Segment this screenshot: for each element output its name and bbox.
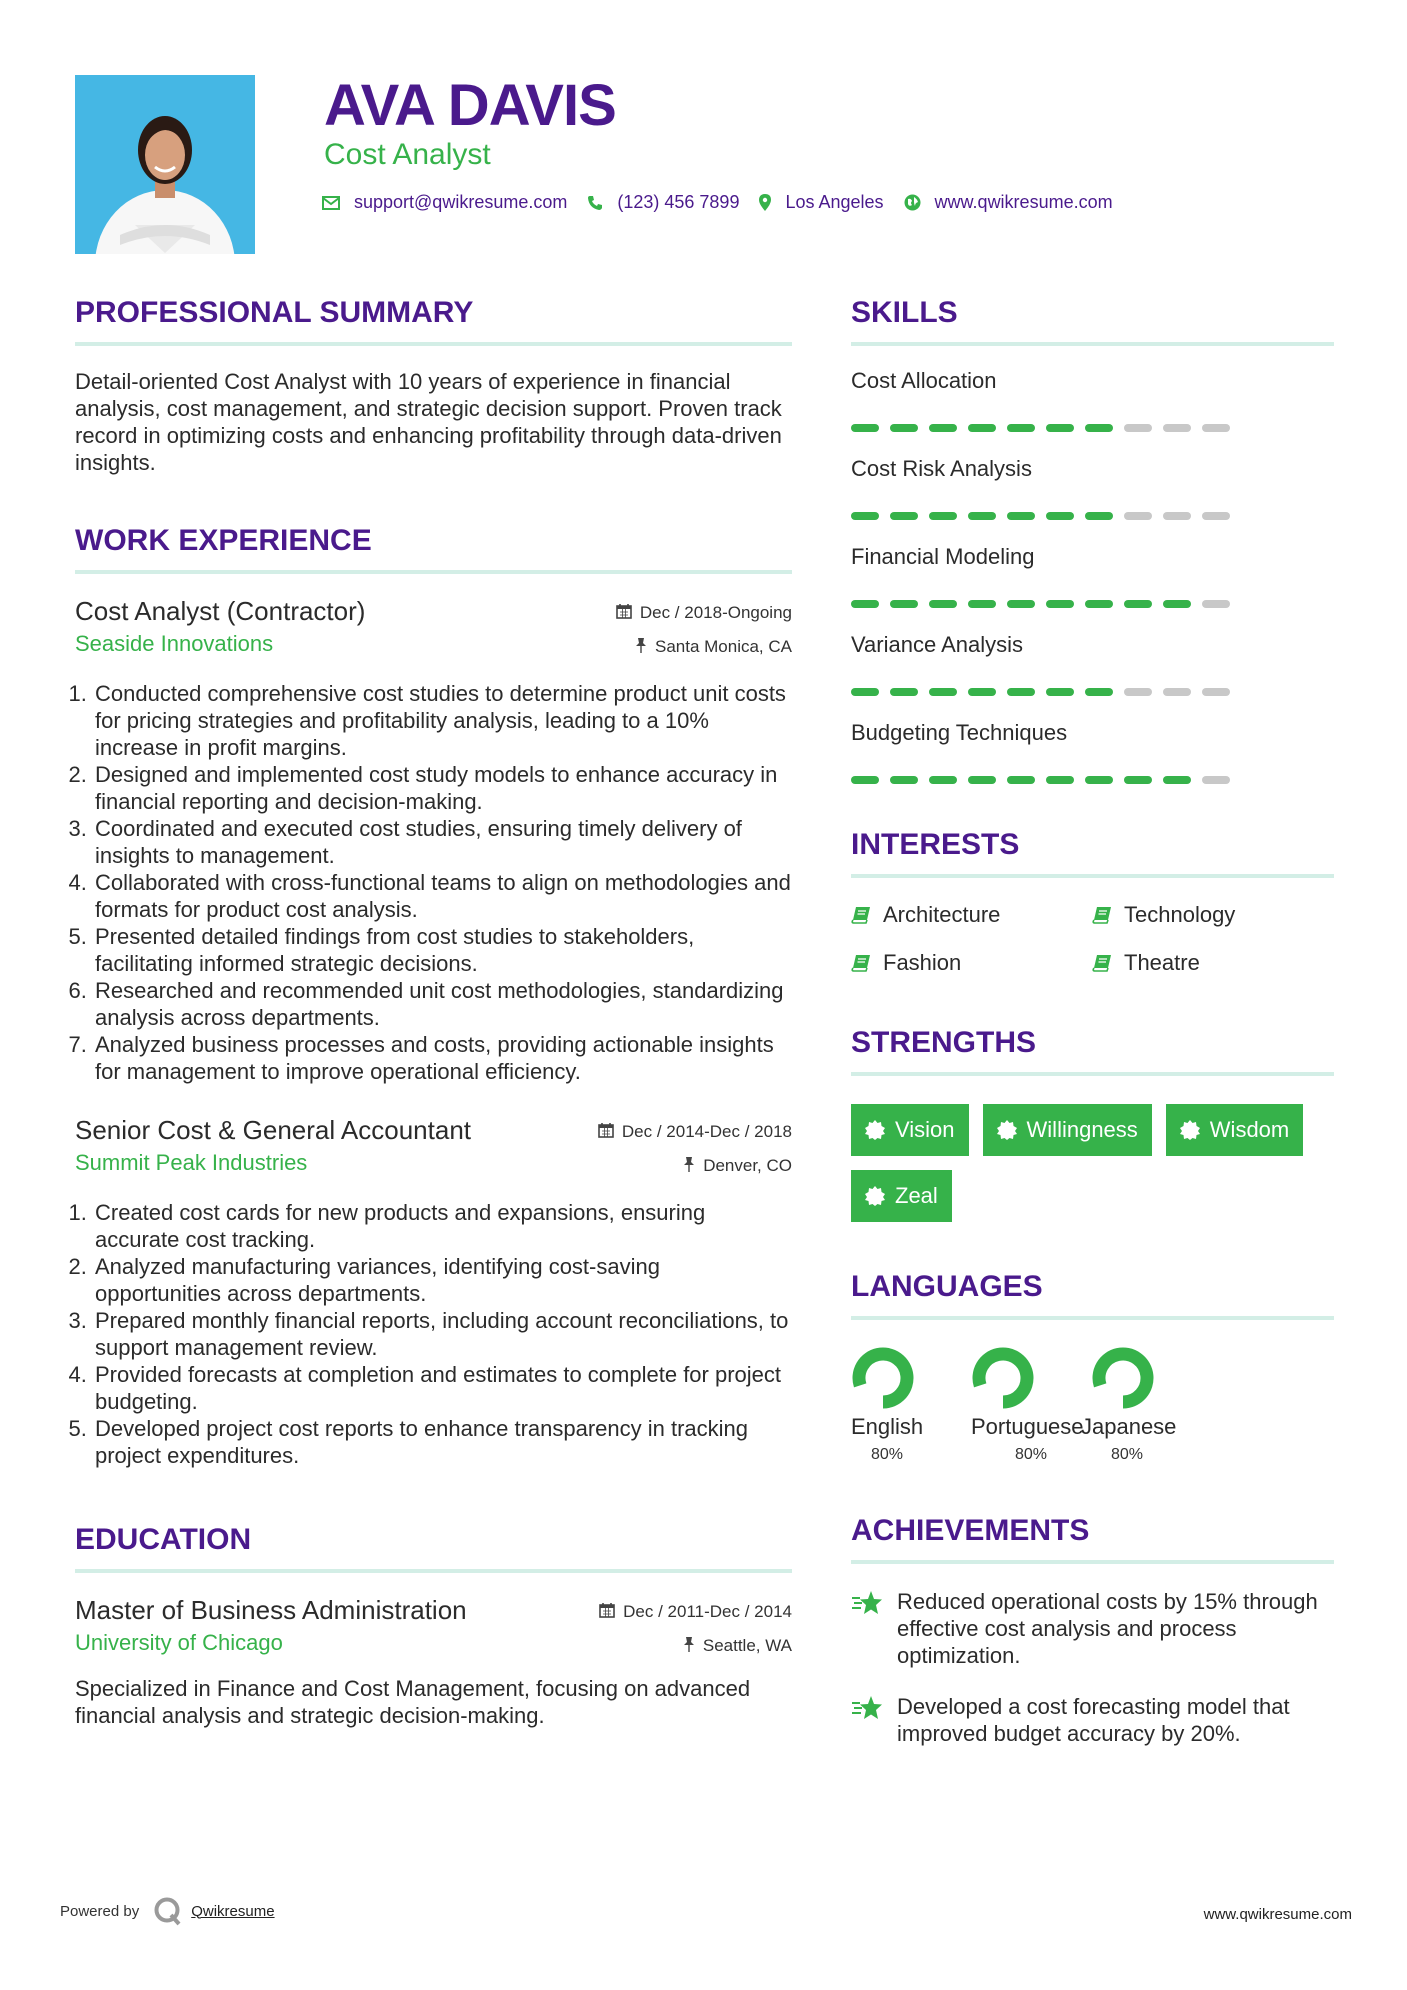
list-item: 3. Coordinated and executed cost studies, ensuring timely delivery of insights to management. [93,815,792,869]
pin-icon [635,637,647,658]
language-name: Portuguese [971,1414,1084,1439]
list-item: 5. Presented detailed findings from cost studies to stakeholders, facilitating informed strategic decisions. [93,923,792,977]
skill-label: Cost Risk Analysis [851,456,1032,481]
language-ring-arc [979,1354,1027,1402]
right-column [851,296,1334,1747]
skill-segment-filled [968,688,996,696]
school: University of Chicago [75,1630,283,1655]
skill-segment-filled [890,424,918,432]
achievement-item [851,1588,1334,1669]
skill-segment-empty [1202,512,1230,520]
strengths-list [851,1104,1351,1222]
calendar-icon [599,1602,615,1623]
skill-segment-filled [1007,600,1035,608]
book-icon [851,906,871,924]
badge-icon [1180,1120,1200,1140]
skill-segment-filled [890,688,918,696]
pin-icon [683,1156,695,1177]
list-item: 4. Provided forecasts at completion and estimates to complete for project budgeting. [93,1361,792,1415]
skill-segment-filled [851,600,879,608]
job-role: Senior Cost & General Accountant [75,1115,472,1145]
interest-item [1092,950,1333,976]
languages-heading: LANGUAGES [851,1270,1334,1320]
skill-segment-empty [1163,424,1191,432]
envelope-icon [322,196,340,210]
skill-segment-empty [1202,776,1230,784]
summary-heading: PROFESSIONAL SUMMARY [75,296,792,346]
globe-icon [904,194,921,211]
skills-heading: SKILLS [851,296,1334,346]
interest-label: Theatre [1124,950,1200,975]
achievement-text: Reduced operational costs by 15% through effective cost analysis and process optimization. [897,1589,1318,1668]
language-ring-arc [859,1354,907,1402]
summary-text: Detail-oriented Cost Analyst with 10 years of experience in financial analysis, cost management, and strategic decision support. Proven track record in optimizing costs and enhancing profitability through data-driven insights. [75,369,782,475]
strength-tag [851,1170,952,1222]
job-dates: Dec / 2018-Ongoing [639,603,792,622]
skill-level-bar [851,512,1334,520]
language-percent: 80% [871,1446,904,1463]
language-ring [851,1346,915,1410]
interest-item [1092,902,1333,928]
skill-segment-filled [929,424,957,432]
skill-level-bar [851,776,1334,784]
strength-tag [1166,1104,1303,1156]
contact-location: Los Angeles [785,192,884,212]
skill-segment-filled [968,600,996,608]
interest-label: Architecture [883,902,1001,927]
candidate-title: Cost Analyst [324,138,491,171]
job-role: Cost Analyst (Contractor) [75,596,366,626]
education-dates: Dec / 2011-Dec / 2014 [623,1602,792,1621]
achievements-list [851,1588,1334,1747]
skill-segment-filled [1085,424,1113,432]
skill-segment-filled [1124,776,1152,784]
skill-segment-filled [1085,688,1113,696]
skill-segment-filled [1046,424,1074,432]
skill-label: Financial Modeling [851,544,1035,569]
job-entry [75,596,792,1085]
skill-segment-empty [1163,512,1191,520]
language-ring [971,1346,1035,1410]
language-item [971,1346,1091,1464]
skill-label: Budgeting Techniques [851,720,1068,745]
language-item [851,1346,971,1464]
language-ring [1091,1346,1155,1410]
skill-level-bar [851,600,1334,608]
interests-heading: INTERESTS [851,828,1334,878]
language-item [1081,1346,1211,1464]
book-icon [851,954,871,972]
skill-segment-filled [929,600,957,608]
skills-list [851,368,1334,784]
language-ring-arc [1099,1354,1147,1402]
contact-row [322,192,1133,213]
skill-item [851,368,1334,432]
skill-segment-filled [1046,776,1074,784]
skill-segment-filled [890,776,918,784]
job-company: Seaside Innovations [75,631,274,656]
interests-list [851,902,1334,976]
skill-segment-filled [929,688,957,696]
job-bullets [75,680,792,1085]
skill-segment-filled [1007,688,1035,696]
strength-tag [851,1104,969,1156]
book-icon [1092,906,1112,924]
list-item: 1. Conducted comprehensive cost studies to determine product unit costs for pricing strategies and profitability analysis, leading to a 10% increase in profit margins. [93,680,792,761]
strength-label: Willingness [1026,1117,1138,1142]
skill-segment-filled [1085,776,1113,784]
strength-label: Wisdom [1209,1117,1290,1142]
profile-photo [75,75,255,254]
skill-item [851,720,1334,784]
skill-segment-filled [890,600,918,608]
skill-segment-filled [890,512,918,520]
skill-item [851,544,1334,608]
badge-icon [865,1186,885,1206]
skill-segment-empty [1202,600,1230,608]
strengths-heading: STRENGTHS [851,1026,1334,1076]
skill-segment-empty [1202,688,1230,696]
interest-item [851,902,1092,928]
list-item: 3. Prepared monthly financial reports, including account reconciliations, to support management review. [93,1307,792,1361]
skill-label: Variance Analysis [851,632,1024,657]
skill-segment-filled [968,776,996,784]
list-item: 6. Researched and recommended unit cost methodologies, standardizing analysis across departments. [93,977,792,1031]
badge-icon [997,1120,1017,1140]
skill-segment-filled [929,512,957,520]
interest-label: Technology [1124,902,1236,927]
language-percent: 80% [1015,1446,1048,1463]
languages-list [851,1346,1334,1464]
footer-powered-by [60,1896,275,1926]
job-location: Denver, CO [703,1156,792,1175]
skill-segment-empty [1202,424,1230,432]
job-company: Summit Peak Industries [75,1150,308,1175]
skill-segment-filled [1046,600,1074,608]
skill-segment-filled [851,512,879,520]
skill-segment-filled [1007,776,1035,784]
portrait-illustration [75,75,255,254]
skill-segment-filled [1085,512,1113,520]
strength-label: Vision [895,1117,955,1142]
skill-level-bar [851,424,1334,432]
skill-segment-filled [851,776,879,784]
skill-item [851,632,1334,696]
skill-level-bar [851,688,1334,696]
qwikresume-logo-icon [153,1896,183,1926]
achievement-text: Developed a cost forecasting model that improved budget accuracy by 20%. [897,1694,1290,1746]
job-bullets [75,1199,792,1469]
interest-item [851,950,1092,976]
strength-label: Zeal [895,1183,938,1208]
contact-phone[interactable]: (123) 456 7899 [617,192,740,212]
skill-segment-filled [1046,512,1074,520]
skill-segment-empty [1124,512,1152,520]
star-icon [851,1693,897,1747]
phone-icon [587,195,603,211]
left-column [75,296,792,1729]
list-item: 4. Collaborated with cross-functional teams to align on methodologies and formats for product cost analysis. [93,869,792,923]
skill-segment-filled [1007,512,1035,520]
skill-label: Cost Allocation [851,368,997,393]
job-entry [75,1115,792,1469]
skill-segment-filled [851,424,879,432]
language-name: English [851,1414,924,1439]
candidate-name: AVA DAVIS [324,73,616,138]
language-percent: 80% [1111,1446,1144,1463]
job-location: Santa Monica, CA [654,637,792,656]
education-entry [75,1595,792,1729]
skill-segment-filled [1124,600,1152,608]
skill-item [851,456,1334,520]
skill-segment-filled [1163,600,1191,608]
skill-segment-filled [1163,776,1191,784]
list-item: 2. Analyzed manufacturing variances, identifying cost-saving opportunities across departments. [93,1253,792,1307]
degree: Master of Business Administration [75,1595,467,1625]
list-item: 7. Analyzed business processes and costs, providing actionable insights for management to improve operational efficiency. [93,1031,792,1085]
skill-segment-filled [1046,688,1074,696]
book-icon [1092,954,1112,972]
list-item: 5. Developed project cost reports to enhance transparency in tracking project expenditures. [93,1415,792,1469]
skill-segment-filled [1085,600,1113,608]
skill-segment-empty [1124,688,1152,696]
footer-url[interactable]: www.qwikresume.com [1203,1906,1352,1923]
experience-heading: WORK EXPERIENCE [75,524,792,574]
list-item: 1. Created cost cards for new products and expansions, ensuring accurate cost tracking. [93,1199,792,1253]
education-description: Specialized in Finance and Cost Management, focusing on advanced financial analysis and strategic decision-making. [75,1676,751,1728]
skill-segment-filled [968,512,996,520]
map-marker-icon [759,194,771,211]
education-heading: EDUCATION [75,1523,792,1573]
skill-segment-filled [968,424,996,432]
job-dates: Dec / 2014-Dec / 2018 [621,1122,792,1141]
achievement-item [851,1693,1334,1747]
qwikresume-link[interactable]: Qwikresume [191,1902,275,1920]
skill-segment-empty [1124,424,1152,432]
calendar-icon [616,603,632,624]
achievements-heading: ACHIEVEMENTS [851,1514,1334,1564]
skill-segment-empty [1163,688,1191,696]
skill-segment-filled [851,688,879,696]
badge-icon [865,1120,885,1140]
star-icon [851,1588,897,1669]
calendar-icon [598,1122,614,1143]
skill-segment-filled [1007,424,1035,432]
pin-icon [683,1636,695,1657]
list-item: 2. Designed and implemented cost study models to enhance accuracy in financial reporting and decision-making. [93,761,792,815]
skill-segment-filled [929,776,957,784]
contact-website[interactable]: www.qwikresume.com [934,192,1113,212]
strength-tag [983,1104,1152,1156]
education-location: Seattle, WA [702,1636,792,1655]
interest-label: Fashion [883,950,962,975]
powered-by-label: Powered by [60,1902,140,1920]
contact-email[interactable]: support@qwikresume.com [354,192,568,212]
language-name: Japanese [1081,1414,1177,1439]
